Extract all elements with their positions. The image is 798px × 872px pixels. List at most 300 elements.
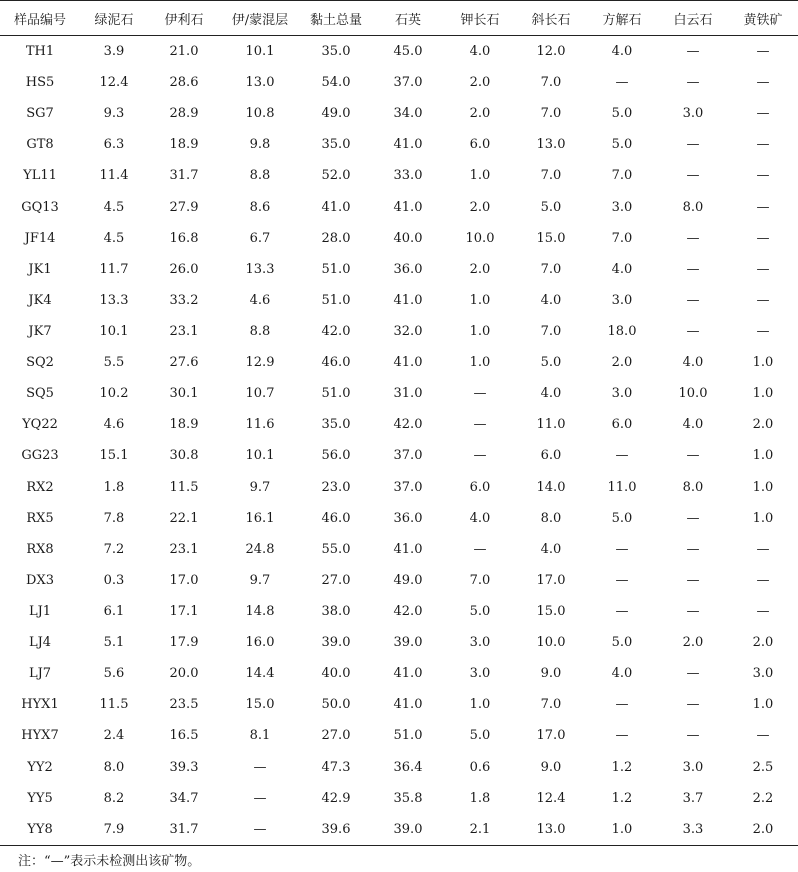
value-cell: 1.0 xyxy=(752,448,774,464)
table-row xyxy=(0,814,798,846)
table-row xyxy=(0,534,798,565)
value-cell: 1.8 xyxy=(469,790,491,806)
value-cell: 2.4 xyxy=(103,728,125,744)
value-cell: 41.0 xyxy=(393,199,423,215)
sample-id-cell: DX3 xyxy=(26,572,54,588)
value-cell: 42.0 xyxy=(321,324,351,340)
value-cell: — xyxy=(253,790,267,806)
value-cell: 9.7 xyxy=(249,479,271,495)
value-cell: 8.0 xyxy=(540,510,562,526)
table-row xyxy=(0,503,798,534)
value-cell: 7.0 xyxy=(540,261,562,277)
value-cell: 2.0 xyxy=(682,635,704,651)
value-cell: 0.3 xyxy=(103,572,125,588)
sample-id-cell: LJ1 xyxy=(28,604,52,620)
value-cell: — xyxy=(615,541,629,557)
value-cell: 17.1 xyxy=(169,604,199,620)
value-cell: 1.0 xyxy=(586,814,658,846)
value-cell: 36.0 xyxy=(393,261,423,277)
value-cell: 34.7 xyxy=(169,790,199,806)
value-cell: 3.7 xyxy=(682,790,704,806)
column-header: 黄铁矿 xyxy=(728,1,798,36)
table-row xyxy=(0,129,798,160)
value-cell: 31.0 xyxy=(393,386,423,402)
value-cell: — xyxy=(756,261,770,277)
value-cell: 1.2 xyxy=(611,790,633,806)
value-cell: 4.0 xyxy=(611,44,633,60)
value-cell: 7.0 xyxy=(611,230,633,246)
value-cell: — xyxy=(756,324,770,340)
table-row xyxy=(0,36,798,68)
value-cell: 51.0 xyxy=(321,386,351,402)
value-cell: 3.0 xyxy=(611,386,633,402)
value-cell: 27.9 xyxy=(169,199,199,215)
value-cell: 7.0 xyxy=(540,697,562,713)
value-cell: 31.7 xyxy=(169,168,199,184)
value-cell: 41.0 xyxy=(393,355,423,371)
value-cell: 10.1 xyxy=(245,44,275,60)
value-cell: 23.1 xyxy=(169,324,199,340)
value-cell: — xyxy=(615,75,629,91)
value-cell: 10.8 xyxy=(245,106,275,122)
value-cell: 28.9 xyxy=(169,106,199,122)
column-header: 方解石 xyxy=(586,1,658,36)
value-cell: 22.1 xyxy=(169,510,199,526)
value-cell: 49.0 xyxy=(321,106,351,122)
value-cell: 26.0 xyxy=(169,261,199,277)
value-cell: 8.0 xyxy=(682,199,704,215)
sample-id-cell: JF14 xyxy=(24,230,56,246)
value-cell: 52.0 xyxy=(321,168,351,184)
value-cell: — xyxy=(686,448,700,464)
value-cell: 8.8 xyxy=(249,324,271,340)
column-header: 斜长石 xyxy=(516,1,586,36)
sample-id-cell: HYX7 xyxy=(21,728,59,744)
value-cell: 7.0 xyxy=(540,168,562,184)
value-cell: 4.5 xyxy=(103,199,125,215)
value-cell: 41.0 xyxy=(393,137,423,153)
table-row xyxy=(0,192,798,223)
value-cell: 2.0 xyxy=(752,635,774,651)
table-row xyxy=(0,160,798,191)
table-header xyxy=(0,1,798,36)
value-cell: 46.0 xyxy=(321,355,351,371)
table-row xyxy=(0,720,798,751)
table-row xyxy=(0,596,798,627)
value-cell: 7.0 xyxy=(540,75,562,91)
value-cell: 35.0 xyxy=(321,417,351,433)
value-cell: 5.5 xyxy=(103,355,125,371)
value-cell: 28.0 xyxy=(321,230,351,246)
value-cell: 7.0 xyxy=(611,168,633,184)
value-cell: 36.4 xyxy=(393,759,423,775)
value-cell: 8.2 xyxy=(103,790,125,806)
table-row xyxy=(0,98,798,129)
value-cell: 13.3 xyxy=(245,261,275,277)
value-cell: 37.0 xyxy=(393,448,423,464)
value-cell: 39.0 xyxy=(372,814,444,846)
value-cell: — xyxy=(756,572,770,588)
value-cell: 55.0 xyxy=(321,541,351,557)
value-cell: — xyxy=(686,230,700,246)
value-cell: 12.9 xyxy=(245,355,275,371)
value-cell: 4.0 xyxy=(469,44,491,60)
table-row xyxy=(0,783,798,814)
value-cell: 30.1 xyxy=(169,386,199,402)
value-cell: 5.0 xyxy=(540,355,562,371)
value-cell: 23.0 xyxy=(321,479,351,495)
sample-id-cell: YY5 xyxy=(27,790,53,806)
table-row xyxy=(0,752,798,783)
value-cell: 13.0 xyxy=(516,814,586,846)
value-cell: 5.0 xyxy=(611,106,633,122)
value-cell: 1.0 xyxy=(752,355,774,371)
value-cell: 1.8 xyxy=(103,479,125,495)
table-footnote: 注：“—”表示未检测出该矿物。 xyxy=(18,854,201,869)
table-row xyxy=(0,409,798,440)
value-cell: 16.0 xyxy=(245,635,275,651)
value-cell: 3.0 xyxy=(682,759,704,775)
value-cell: — xyxy=(220,814,300,846)
value-cell: — xyxy=(756,292,770,308)
value-cell: — xyxy=(756,604,770,620)
sample-id-cell: SQ5 xyxy=(26,386,54,402)
value-cell: — xyxy=(686,324,700,340)
value-cell: 2.0 xyxy=(469,261,491,277)
sample-id-cell: JK1 xyxy=(28,261,52,277)
table-row xyxy=(0,658,798,689)
value-cell: 27.6 xyxy=(169,355,199,371)
sample-id-cell: LJ7 xyxy=(28,666,52,682)
value-cell: 51.0 xyxy=(321,261,351,277)
value-cell: 4.0 xyxy=(682,417,704,433)
value-cell: 7.0 xyxy=(469,572,491,588)
value-cell: — xyxy=(756,728,770,744)
value-cell: 6.0 xyxy=(611,417,633,433)
table-row xyxy=(0,223,798,254)
value-cell: — xyxy=(473,541,487,557)
sample-id-cell: SQ2 xyxy=(26,355,54,371)
value-cell: 5.1 xyxy=(103,635,125,651)
value-cell: 5.0 xyxy=(469,728,491,744)
value-cell: 41.0 xyxy=(321,199,351,215)
value-cell: 4.0 xyxy=(682,355,704,371)
value-cell: 7.8 xyxy=(103,510,125,526)
value-cell: — xyxy=(756,541,770,557)
value-cell: 35.0 xyxy=(321,137,351,153)
table-row xyxy=(0,440,798,471)
table-row xyxy=(0,285,798,316)
value-cell: 39.6 xyxy=(300,814,372,846)
value-cell: — xyxy=(686,292,700,308)
table-row xyxy=(0,67,798,98)
value-cell: 1.0 xyxy=(752,479,774,495)
value-cell: 6.0 xyxy=(469,137,491,153)
value-cell: 4.0 xyxy=(469,510,491,526)
sample-id-cell: RX8 xyxy=(26,541,54,557)
value-cell: 34.0 xyxy=(393,106,423,122)
sample-id-cell: RX5 xyxy=(26,510,54,526)
value-cell: 35.8 xyxy=(393,790,423,806)
table-row xyxy=(0,689,798,720)
value-cell: 42.0 xyxy=(393,604,423,620)
value-cell: 13.3 xyxy=(99,292,129,308)
value-cell: 23.5 xyxy=(169,697,199,713)
value-cell: 11.0 xyxy=(536,417,566,433)
value-cell: 41.0 xyxy=(393,541,423,557)
value-cell: 41.0 xyxy=(393,666,423,682)
value-cell: 2.1 xyxy=(444,814,516,846)
value-cell: 1.0 xyxy=(752,386,774,402)
value-cell: — xyxy=(686,261,700,277)
value-cell: 2.0 xyxy=(469,75,491,91)
sample-id-cell: GQ13 xyxy=(21,199,59,215)
value-cell: 45.0 xyxy=(393,44,423,60)
column-header: 石英 xyxy=(372,1,444,36)
value-cell: 5.0 xyxy=(611,137,633,153)
value-cell: 8.0 xyxy=(682,479,704,495)
value-cell: 9.8 xyxy=(249,137,271,153)
value-cell: — xyxy=(473,386,487,402)
value-cell: 15.0 xyxy=(245,697,275,713)
value-cell: 31.7 xyxy=(148,814,220,846)
value-cell: 0.6 xyxy=(469,759,491,775)
value-cell: 47.3 xyxy=(321,759,351,775)
value-cell: — xyxy=(756,199,770,215)
value-cell: 7.9 xyxy=(80,814,148,846)
value-cell: 6.3 xyxy=(103,137,125,153)
value-cell: 17.0 xyxy=(536,728,566,744)
value-cell: 41.0 xyxy=(393,292,423,308)
value-cell: 1.0 xyxy=(752,697,774,713)
value-cell: — xyxy=(253,759,267,775)
value-cell: — xyxy=(686,697,700,713)
column-header: 样品编号 xyxy=(0,1,80,36)
value-cell: 6.1 xyxy=(103,604,125,620)
value-cell: — xyxy=(686,666,700,682)
value-cell: — xyxy=(686,75,700,91)
value-cell: — xyxy=(756,137,770,153)
value-cell: 9.7 xyxy=(249,572,271,588)
value-cell: — xyxy=(615,448,629,464)
value-cell: — xyxy=(756,44,770,60)
value-cell: 2.0 xyxy=(611,355,633,371)
value-cell: 2.0 xyxy=(469,199,491,215)
value-cell: 27.0 xyxy=(321,572,351,588)
sample-id-cell: HS5 xyxy=(25,75,55,91)
sample-id-cell: SG7 xyxy=(26,106,54,122)
table-row xyxy=(0,347,798,378)
value-cell: — xyxy=(686,137,700,153)
column-header: 黏土总量 xyxy=(300,1,372,36)
value-cell: 37.0 xyxy=(393,479,423,495)
value-cell: 42.0 xyxy=(393,417,423,433)
value-cell: 1.0 xyxy=(469,355,491,371)
value-cell: — xyxy=(686,541,700,557)
value-cell: 4.0 xyxy=(540,292,562,308)
value-cell: 38.0 xyxy=(321,604,351,620)
column-header: 伊/蒙混层 xyxy=(220,1,300,36)
sample-id-cell: YQ22 xyxy=(22,417,58,433)
header-row xyxy=(0,1,798,36)
value-cell: 5.6 xyxy=(103,666,125,682)
value-cell: 20.0 xyxy=(169,666,199,682)
value-cell: 10.7 xyxy=(245,386,275,402)
value-cell: 13.0 xyxy=(536,137,566,153)
value-cell: 24.8 xyxy=(245,541,275,557)
value-cell: 2.2 xyxy=(752,790,774,806)
table-row xyxy=(0,254,798,285)
value-cell: 8.1 xyxy=(249,728,271,744)
value-cell: — xyxy=(756,75,770,91)
column-header: 伊利石 xyxy=(148,1,220,36)
value-cell: — xyxy=(756,168,770,184)
column-header: 钾长石 xyxy=(444,1,516,36)
value-cell: 40.0 xyxy=(321,666,351,682)
value-cell: 14.0 xyxy=(536,479,566,495)
value-cell: 16.8 xyxy=(169,230,199,246)
value-cell: 3.0 xyxy=(469,635,491,651)
value-cell: — xyxy=(756,230,770,246)
value-cell: 2.0 xyxy=(728,814,798,846)
value-cell: 30.8 xyxy=(169,448,199,464)
value-cell: 10.1 xyxy=(99,324,129,340)
column-header: 绿泥石 xyxy=(80,1,148,36)
value-cell: 36.0 xyxy=(393,510,423,526)
value-cell: 8.0 xyxy=(103,759,125,775)
value-cell: 11.0 xyxy=(607,479,637,495)
value-cell: 50.0 xyxy=(321,697,351,713)
sample-id-cell: HYX1 xyxy=(21,697,59,713)
value-cell: — xyxy=(686,728,700,744)
value-cell: 9.0 xyxy=(540,759,562,775)
value-cell: 16.1 xyxy=(245,510,275,526)
sample-id-cell: YY8 xyxy=(0,814,80,846)
value-cell: 4.0 xyxy=(611,666,633,682)
value-cell: 3.9 xyxy=(103,44,125,60)
value-cell: 10.2 xyxy=(99,386,129,402)
value-cell: 14.4 xyxy=(245,666,275,682)
table-body xyxy=(0,36,798,846)
value-cell: 3.3 xyxy=(658,814,728,846)
value-cell: 8.8 xyxy=(249,168,271,184)
value-cell: 11.5 xyxy=(169,479,199,495)
value-cell: — xyxy=(686,572,700,588)
value-cell: — xyxy=(615,604,629,620)
value-cell: — xyxy=(473,417,487,433)
value-cell: 49.0 xyxy=(393,572,423,588)
value-cell: 51.0 xyxy=(321,292,351,308)
value-cell: 51.0 xyxy=(393,728,423,744)
value-cell: 4.6 xyxy=(103,417,125,433)
sample-id-cell: TH1 xyxy=(25,44,55,60)
value-cell: 2.0 xyxy=(469,106,491,122)
value-cell: 3.0 xyxy=(611,292,633,308)
value-cell: 12.0 xyxy=(536,44,566,60)
value-cell: 18.9 xyxy=(169,137,199,153)
sample-id-cell: GT8 xyxy=(26,137,54,153)
value-cell: — xyxy=(473,448,487,464)
value-cell: 5.0 xyxy=(611,510,633,526)
value-cell: 4.0 xyxy=(540,386,562,402)
value-cell: 41.0 xyxy=(393,697,423,713)
value-cell: — xyxy=(686,168,700,184)
value-cell: 4.0 xyxy=(611,261,633,277)
value-cell: 33.0 xyxy=(393,168,423,184)
value-cell: 2.0 xyxy=(752,417,774,433)
value-cell: 56.0 xyxy=(321,448,351,464)
value-cell: 14.8 xyxy=(245,604,275,620)
value-cell: 9.3 xyxy=(103,106,125,122)
value-cell: 28.6 xyxy=(169,75,199,91)
table-row xyxy=(0,472,798,503)
value-cell: — xyxy=(686,510,700,526)
value-cell: 12.4 xyxy=(536,790,566,806)
value-cell: 27.0 xyxy=(321,728,351,744)
value-cell: 11.7 xyxy=(99,261,129,277)
value-cell: 5.0 xyxy=(611,635,633,651)
value-cell: 10.0 xyxy=(536,635,566,651)
value-cell: 46.0 xyxy=(321,510,351,526)
value-cell: 3.0 xyxy=(611,199,633,215)
value-cell: 7.0 xyxy=(540,106,562,122)
value-cell: 9.0 xyxy=(540,666,562,682)
sample-id-cell: JK4 xyxy=(28,292,52,308)
value-cell: 37.0 xyxy=(393,75,423,91)
value-cell: 11.6 xyxy=(245,417,275,433)
sample-id-cell: YL11 xyxy=(23,168,57,184)
value-cell: 1.0 xyxy=(752,510,774,526)
value-cell: 39.0 xyxy=(393,635,423,651)
value-cell: 6.7 xyxy=(249,230,271,246)
value-cell: 1.0 xyxy=(469,697,491,713)
value-cell: — xyxy=(615,572,629,588)
value-cell: 16.5 xyxy=(169,728,199,744)
value-cell: 10.0 xyxy=(678,386,708,402)
value-cell: — xyxy=(686,604,700,620)
value-cell: 32.0 xyxy=(393,324,423,340)
value-cell: 10.0 xyxy=(465,230,495,246)
sample-id-cell: YY2 xyxy=(27,759,53,775)
value-cell: 42.9 xyxy=(321,790,351,806)
table-row xyxy=(0,316,798,347)
value-cell: — xyxy=(686,44,700,60)
value-cell: 17.0 xyxy=(169,572,199,588)
value-cell: 18.9 xyxy=(169,417,199,433)
value-cell: 10.1 xyxy=(245,448,275,464)
value-cell: 5.0 xyxy=(469,604,491,620)
value-cell: 8.6 xyxy=(249,199,271,215)
value-cell: 13.0 xyxy=(245,75,275,91)
value-cell: — xyxy=(756,106,770,122)
value-cell: — xyxy=(615,697,629,713)
value-cell: 1.0 xyxy=(469,324,491,340)
value-cell: 54.0 xyxy=(321,75,351,91)
table-row xyxy=(0,565,798,596)
value-cell: 18.0 xyxy=(607,324,637,340)
sample-id-cell: LJ4 xyxy=(28,635,52,651)
value-cell: 21.0 xyxy=(169,44,199,60)
sample-id-cell: JK7 xyxy=(28,324,52,340)
value-cell: 39.0 xyxy=(321,635,351,651)
value-cell: 1.0 xyxy=(469,168,491,184)
value-cell: 5.0 xyxy=(540,199,562,215)
value-cell: 3.0 xyxy=(752,666,774,682)
column-header: 白云石 xyxy=(658,1,728,36)
value-cell: 4.5 xyxy=(103,230,125,246)
value-cell: 1.2 xyxy=(611,759,633,775)
value-cell: 3.0 xyxy=(682,106,704,122)
